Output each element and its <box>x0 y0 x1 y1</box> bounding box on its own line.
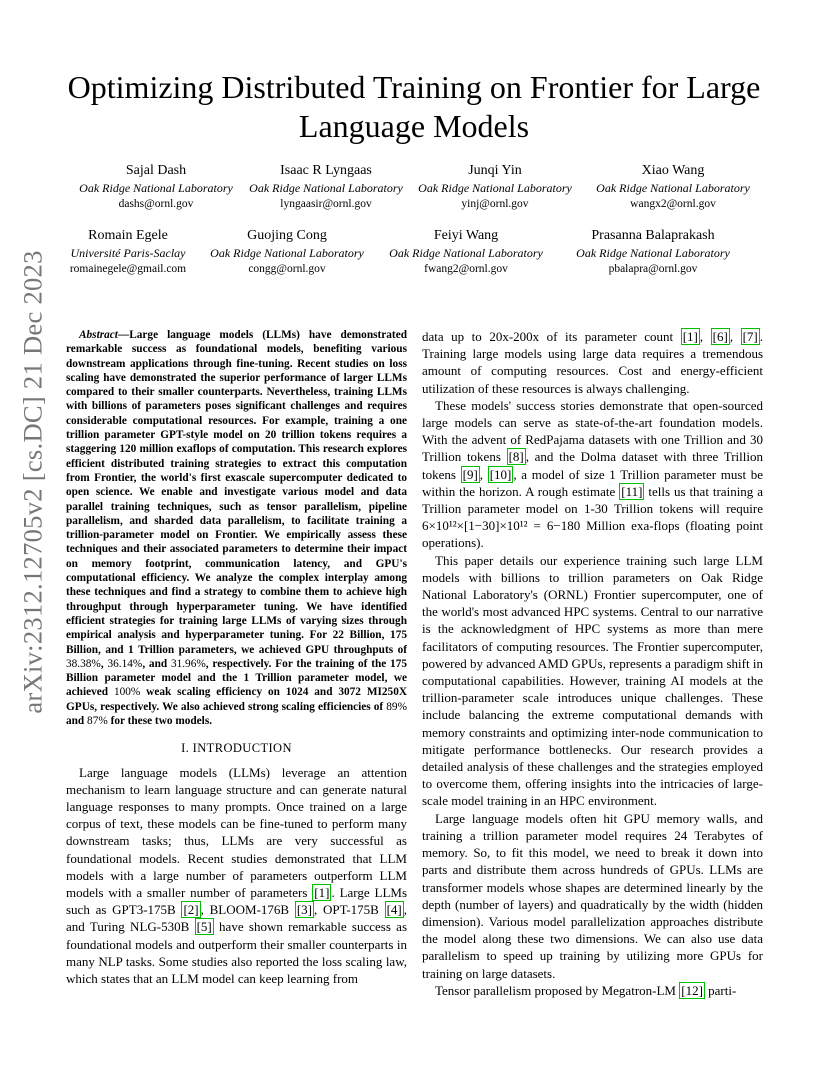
author-affiliation: Oak Ridge National Laboratory <box>389 246 543 260</box>
abstract-value: 100% <box>113 686 141 699</box>
body-text: , <box>729 329 741 344</box>
body-text: Tensor parallelism proposed by Megatron-LM <box>435 982 680 998</box>
author-email: congg@ornl.gov <box>248 263 326 275</box>
body-text: . Large LLMs such as GPT3-175B <box>66 884 407 918</box>
body-text: , OPT-175B <box>313 902 385 918</box>
intro-paragraph: This paper details our experience training such large LLM models with billions to trillion parameters on Oak Ridge National Laboratory's (ORNL) Frontier supercomputer, one of the world's most advanced HPC systems. Central to our narrative is the acknowledgment of HPC systems as more than mere facilitators of computing resources. The Frontier supercomputer, powered by advanced AMD GPUs, represents a paradigm shift in computational capabilities. However, training AI models at the trillion-parameter scale introduces unique challenges. These include balancing the extreme computational demands with memory constraints and optimizing inter-node communication to mitigate performance bottlenecks. Our research provides a detailed analysis of these challenges and the strategies employed to overcome them, offering insights into the intricacies of large-scale model training in an HPC environment. <box>422 552 763 809</box>
author-affiliation: Oak Ridge National Laboratory <box>249 181 403 195</box>
body-text: , and Turing NLG-530B <box>66 902 408 935</box>
body-text: Large language models (LLMs) leverage an attention mechanism to learn language structure and can generate natural language responses to many prompts. Once trained on a large corpus of text, these models can be fine-tuned to perform many downstream tasks; thus, LLMs are very successful as foundational models. Recent studies demonstrated that LLM models with a large number of parameters outperform LLM models with a smaller number of parameters <box>66 764 407 900</box>
body-text: , BLOOM-176B <box>200 902 295 918</box>
body-text: have shown remarkable success as foundational models and outperform their smaller counterparts in many NLP tasks. Some studies also reported the loss scaling law, which states that an LLM model can keep learning from <box>66 919 407 986</box>
abstract-text: , <box>100 657 108 670</box>
author-affiliation: Oak Ridge National Laboratory <box>79 181 233 195</box>
author-name: Xiao Wang <box>641 163 705 178</box>
left-column <box>66 328 407 987</box>
arxiv-id-text: arXiv:2312.12705v2 [cs.DC] 21 Dec 2023 <box>17 250 48 714</box>
author-email: lyngaasir@ornl.gov <box>280 198 372 210</box>
author-email: fwang2@ornl.gov <box>424 263 508 275</box>
abstract-value: 38.38% <box>66 657 101 670</box>
citation-link[interactable]: [3] <box>296 902 312 918</box>
citation-link[interactable]: [1] <box>682 329 698 344</box>
abstract-text: , and <box>142 657 171 670</box>
citation-link[interactable]: [9] <box>462 466 478 482</box>
abstract-text: and <box>66 715 88 728</box>
intro-paragraph <box>66 764 407 988</box>
body-text: , a model of size 1 Trillion parameter must be within the horizon. A rough estimate <box>422 466 764 499</box>
body-text: , and the Dolma dataset with three Trillion tokens <box>422 449 763 482</box>
abstract-value: 31.96% <box>170 657 206 670</box>
citation-link[interactable]: [5] <box>196 919 212 935</box>
abstract-text: weak scaling efficiency on 1024 and 3072 MI250X GPUs, respectively. We also achieved strong scaling efficiencies of <box>66 686 408 713</box>
abstract-text: , respectively. For the training of the 175 Billion parameter model and the 1 Trillion parameter model, we achieved <box>66 657 407 699</box>
intro-paragraph: Large language models often hit GPU memory walls, and training a trillion parameter model requires 24 Terabytes of memory. So, to fit this model, we need to break it down into parts and distribute them across hundreds of GPUs. LLMs are transformer models whose shapes are determined linearly by the depth (number of layers) and quadratically by the width (hidden dimension). Various model parallelization approaches distribute the model along these two dimensions. We can also use data parallelism to speed up training by utilizing more GPUs for training on large datasets. <box>422 810 763 981</box>
right-column <box>422 328 763 999</box>
author-name: Guojing Cong <box>247 228 327 243</box>
author-block <box>573 162 773 212</box>
intro-paragraph <box>422 397 763 552</box>
citation-link[interactable]: [12] <box>681 982 703 998</box>
author-email: pbalapra@ornl.gov <box>608 263 698 275</box>
author-name: Romain Egele <box>88 228 168 243</box>
author-name: Isaac R Lyngaas <box>280 163 372 178</box>
citation-link[interactable]: [2] <box>183 902 199 918</box>
abstract-label: Abstract <box>79 329 118 341</box>
author-email: yinj@ornl.gov <box>461 198 529 210</box>
paper-title: Optimizing Distributed Training on Frontier for Large Language Models <box>67 69 761 144</box>
body-text: parti- <box>704 982 737 998</box>
author-affiliation: Oak Ridge National Laboratory <box>576 246 730 260</box>
author-affiliation: Oak Ridge National Laboratory <box>418 181 572 195</box>
citation-link[interactable]: [6] <box>712 329 728 344</box>
author-block <box>395 162 595 212</box>
body-text: Million exa-flops (floating point operations). <box>422 518 763 551</box>
author-email: dashs@ornl.gov <box>118 198 194 210</box>
body-text: . Training large models using large data requires a tremendous amount of computing resources. Cost and energy-efficient utilization of these resources is always challenging. <box>422 329 764 396</box>
body-text: data up to 20x-200x of its parameter count <box>422 329 681 344</box>
author-email: romainegele@gmail.com <box>69 263 187 275</box>
intro-paragraph <box>422 982 763 999</box>
abstract-value: 36.14% <box>107 657 143 670</box>
body-text: , <box>699 329 711 344</box>
arxiv-identifier <box>12 250 54 714</box>
citation-link[interactable]: [7] <box>742 329 758 344</box>
citation-link[interactable]: [1] <box>314 884 330 900</box>
citation-link[interactable]: [11] <box>621 483 643 499</box>
body-text: , <box>479 466 488 482</box>
math-formula: 6×10¹²×[1−30]×10¹² = 6−180 <box>422 518 581 534</box>
abstract-text: for these two models. <box>107 715 213 728</box>
abstract-value: 87% <box>87 715 108 728</box>
author-name: Feiyi Wang <box>433 228 499 243</box>
citation-link[interactable]: [10] <box>489 466 512 482</box>
author-name: Sajal Dash <box>125 163 187 178</box>
citation-link[interactable]: [4] <box>386 902 402 918</box>
abstract <box>66 328 407 728</box>
section-heading: I. INTRODUCTION <box>181 741 292 756</box>
author-affiliation: Oak Ridge National Laboratory <box>596 181 750 195</box>
citation-link[interactable]: [8] <box>508 449 524 465</box>
author-affiliation: Oak Ridge National Laboratory <box>210 246 364 260</box>
body-text: tells us that training a Trillion parameter model on 1-30 Trillion tokens will require <box>422 483 764 517</box>
abstract-text: —Large language models (LLMs) have demonstrated remarkable success as foundational models, benefiting various downstream applications through fine-tuning. Recent studies on loss scaling have demonstrated the superior performance of larger LLMs compared to their smaller counterparts. Nevertheless, training LLMs with billions of parameters poses significant challenges and requires considerable computational resources. For example, training a one trillion parameter GPT-style model on 20 trillion tokens requires a staggering 120 million exaflops of computation. This research explores efficient distributed training strategies to extract this computation from Frontier, the world's first exascale supercomputer dedicated to open science. We enable and investigate various model and data parallel training techniques, such as tensor parallelism, pipeline parallelism, and sharded data parallelism, to facilitate training a trillion-parameter model on Frontier. We empirically assess these techniques and their associated parameters to determine their impact on memory footprint, communication latency, and GPU's computational efficiency. We analyze the complex interplay among these techniques and find a strategy to combine them to achieve high throughput through hyperparameter tuning. We have identified efficient strategies for training large LLMs of varying sizes through empirical analysis and hyperparameter tuning. For 22 Billion, 175 Billion, and 1 Trillion parameters, we achieved GPU throughputs of <box>66 329 407 656</box>
author-block <box>553 227 753 277</box>
author-block <box>366 227 566 277</box>
author-affiliation: Université Paris-Saclay <box>70 246 186 260</box>
intro-paragraph <box>422 328 763 397</box>
author-name: Junqi Yin <box>468 163 522 178</box>
author-block <box>187 227 387 277</box>
abstract-value: 89% <box>386 700 407 713</box>
author-email: wangx2@ornl.gov <box>630 198 716 210</box>
author-name: Prasanna Balaprakash <box>591 228 715 243</box>
body-text: These models' success stories demonstrate that open-sourced large models can serve as state-of-the-art foundation models. With the advent of RedPajama datasets with one Trillion and 30 Trillion tokens <box>422 397 763 465</box>
